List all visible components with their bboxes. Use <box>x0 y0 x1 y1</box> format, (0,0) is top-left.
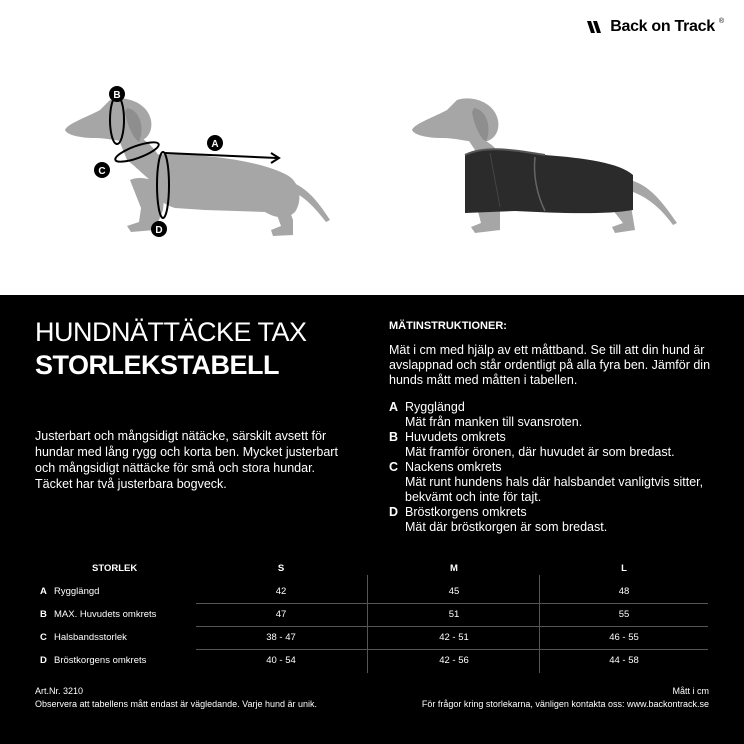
svg-text:D: D <box>155 225 163 236</box>
footer-left <box>35 685 317 711</box>
instructions-body: Mät i cm med hjälp av ett måttband. Se till att din hund är avslappnad och står ordentligt på alla fyra ben. Jämför din hunds mått med måtten i tabellen. <box>389 343 711 387</box>
instruction-desc: Mät där bröstkorgen är som bredast. <box>405 520 608 534</box>
dog-with-coat-illustration <box>405 95 695 245</box>
brand-name: Back on Track <box>610 18 715 35</box>
cell-l: 48 <box>618 586 630 597</box>
unit-note: Mått i cm <box>672 686 709 696</box>
instruction-name: Nackens omkrets <box>405 460 502 474</box>
table-row <box>0 632 744 655</box>
instruction-desc: Mät från manken till svansroten. <box>405 415 583 429</box>
cell-s: 47 <box>275 609 287 620</box>
row-label: Halsbandsstorlek <box>54 632 127 643</box>
product-description: Justerbart och mångsidigt nätäcke, särskilt avsett för hundar med lång rygg och korta ben. Mycket justerbart och mångsidigt nättäcke för små och stora hundar. Täcket har två justerbara bogveck. <box>35 429 338 491</box>
size-chart-title: STORLEKSTABELL <box>35 350 280 380</box>
cell-m: 51 <box>448 609 460 620</box>
cell-s: 38 - 47 <box>266 632 296 643</box>
row-divider <box>196 603 708 604</box>
footer-right <box>422 685 709 711</box>
instruction-letter: C <box>389 460 399 474</box>
row-letter: C <box>40 632 47 643</box>
row-label: MAX. Huvudets omkrets <box>54 609 157 620</box>
article-number: Art.Nr. 3210 <box>35 686 84 696</box>
brand-reg: ® <box>718 17 724 25</box>
instruction-item <box>389 460 719 475</box>
marker-b <box>109 86 125 102</box>
contact-info: För frågor kring storlekarna, vänligen kontakta oss: www.backontrack.se <box>421 699 709 709</box>
dog-measurement-diagram <box>55 80 345 250</box>
instruction-letter: A <box>389 400 399 414</box>
instruction-name: Bröstkorgens omkrets <box>405 505 527 519</box>
svg-text:B: B <box>113 90 121 101</box>
cell-l: 46 - 55 <box>609 632 639 643</box>
marker-d <box>151 221 167 237</box>
table-row <box>0 586 744 609</box>
instruction-letter: D <box>389 505 399 519</box>
disclaimer: Observera att tabellens mått endast är vägledande. Varje hund är unik. <box>35 699 318 709</box>
instruction-desc: Mät framför öronen, där huvudet är som bredast. <box>405 445 675 459</box>
table-header-size: STORLEK <box>92 563 138 574</box>
row-letter: A <box>40 586 47 597</box>
cell-s: 42 <box>275 586 287 597</box>
table-header-s: S <box>277 563 285 574</box>
instruction-item <box>389 430 719 445</box>
cell-m: 45 <box>448 586 460 597</box>
product-title: HUNDNÄTTÄCKE TAX <box>35 317 307 347</box>
instruction-item <box>389 400 719 415</box>
instruction-letter: B <box>389 430 399 444</box>
info-panel <box>0 295 744 744</box>
row-label: Bröstkorgens omkrets <box>54 655 147 666</box>
instructions-heading: MÄTINSTRUKTIONER: <box>389 320 507 332</box>
brand-logo <box>586 18 724 36</box>
measurement-instructions <box>389 319 719 535</box>
row-letter: D <box>40 655 47 666</box>
svg-text:C: C <box>98 166 106 177</box>
row-divider <box>196 626 708 627</box>
svg-text:A: A <box>211 139 219 150</box>
marker-a <box>207 135 223 151</box>
row-divider <box>196 649 708 650</box>
cell-s: 40 - 54 <box>266 655 296 666</box>
instruction-item <box>389 505 719 520</box>
cell-l: 55 <box>618 609 630 620</box>
row-label: Rygglängd <box>54 586 100 597</box>
illustration-panel <box>0 0 744 295</box>
marker-c <box>94 162 110 178</box>
table-row <box>0 655 744 678</box>
brand-mark-icon <box>586 19 606 35</box>
table-header-l: L <box>621 563 627 574</box>
cell-m: 42 - 51 <box>439 632 469 643</box>
row-letter: B <box>40 609 47 620</box>
cell-l: 44 - 58 <box>609 655 639 666</box>
table-row <box>0 609 744 632</box>
instruction-name: Rygglängd <box>405 400 465 414</box>
instruction-name: Huvudets omkrets <box>405 430 506 444</box>
cell-m: 42 - 56 <box>439 655 469 666</box>
instruction-desc: Mät runt hundens hals där halsbandet vanligtvis sitter, bekvämt och inte för tajt. <box>405 475 704 504</box>
table-header-m: M <box>450 563 458 574</box>
